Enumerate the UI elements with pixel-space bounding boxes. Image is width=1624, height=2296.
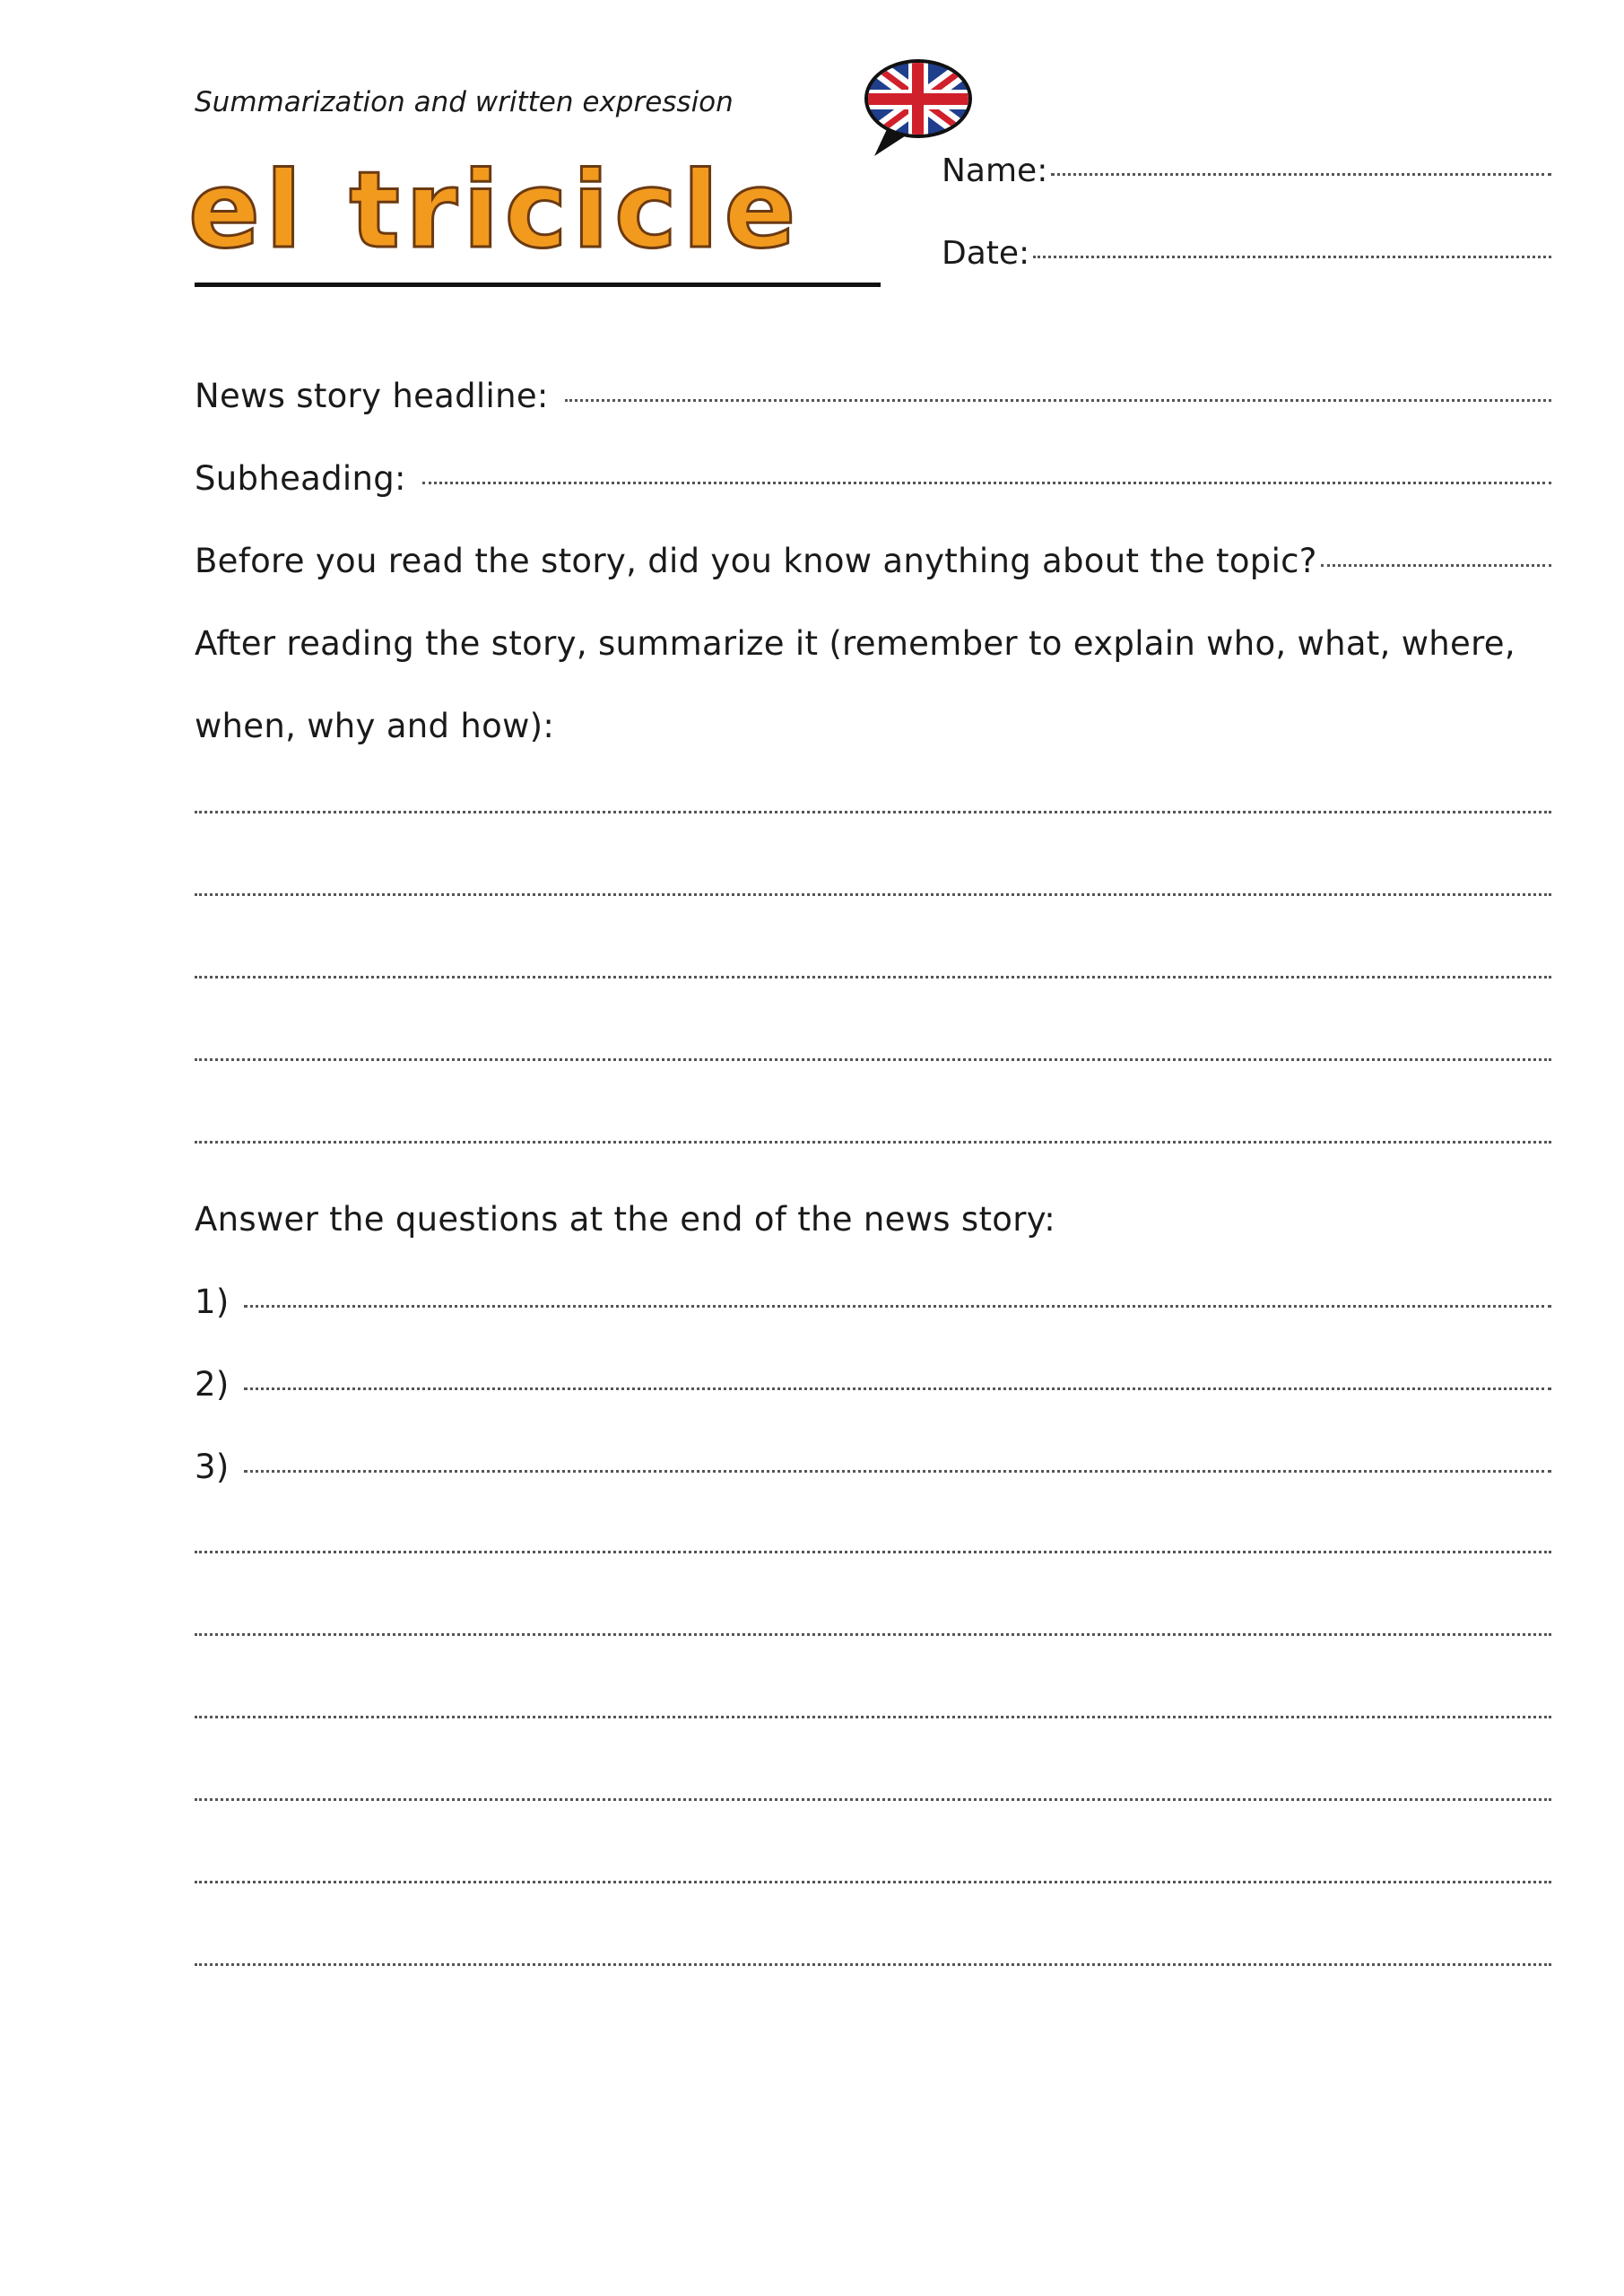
headline-label: News story headline:: [195, 377, 549, 415]
question-3-answer[interactable]: [195, 1448, 1551, 1486]
logo-underline: [195, 283, 881, 287]
questions-instruction: Answer the questions at the end of the news story:: [195, 1200, 1056, 1239]
date-field[interactable]: [942, 235, 1551, 272]
question-2-number: 2): [195, 1365, 230, 1404]
subheading-field[interactable]: [195, 459, 1551, 498]
subheading-label: Subheading:: [195, 459, 406, 498]
answer-line[interactable]: [195, 1798, 1551, 1801]
prior-knowledge-question: Before you read the story, did you know anything about the topic?: [195, 542, 1317, 580]
headline-fill-line[interactable]: [565, 399, 1551, 402]
question-1-answer[interactable]: [195, 1283, 1551, 1321]
headline-field[interactable]: [195, 377, 1551, 415]
summary-line[interactable]: [195, 1141, 1551, 1144]
subheading-fill-line[interactable]: [422, 482, 1551, 484]
answer-line[interactable]: [195, 1633, 1551, 1636]
name-field[interactable]: [942, 152, 1551, 189]
summary-line[interactable]: [195, 893, 1551, 896]
summary-line[interactable]: [195, 811, 1551, 813]
name-label: Name:: [942, 152, 1048, 189]
logo-wordmark: el tricicle: [188, 148, 802, 272]
answer-line[interactable]: [195, 1551, 1551, 1553]
date-label: Date:: [942, 235, 1030, 272]
prior-knowledge-field[interactable]: [195, 542, 1551, 580]
summary-instruction-line-2: when, why and how):: [195, 707, 555, 745]
question-2-fill-line[interactable]: [244, 1387, 1551, 1390]
answer-line[interactable]: [195, 1716, 1551, 1718]
name-fill-line[interactable]: [1051, 173, 1551, 176]
question-2-answer[interactable]: [195, 1365, 1551, 1404]
question-1-number: 1): [195, 1283, 230, 1321]
uk-flag-speech-bubble-icon: [861, 56, 982, 159]
summary-line[interactable]: [195, 1058, 1551, 1061]
question-3-number: 3): [195, 1448, 230, 1486]
worksheet-subtitle: Summarization and written expression: [195, 86, 734, 118]
answer-line[interactable]: [195, 1881, 1551, 1883]
question-1-fill-line[interactable]: [244, 1305, 1551, 1308]
answer-line[interactable]: [195, 1963, 1551, 1966]
date-fill-line[interactable]: [1033, 256, 1551, 258]
summary-line[interactable]: [195, 976, 1551, 978]
question-3-fill-line[interactable]: [244, 1470, 1551, 1473]
summary-instruction-line-1: After reading the story, summarize it (remember to explain who, what, where,: [195, 624, 1515, 663]
prior-knowledge-fill-line[interactable]: [1321, 564, 1551, 567]
